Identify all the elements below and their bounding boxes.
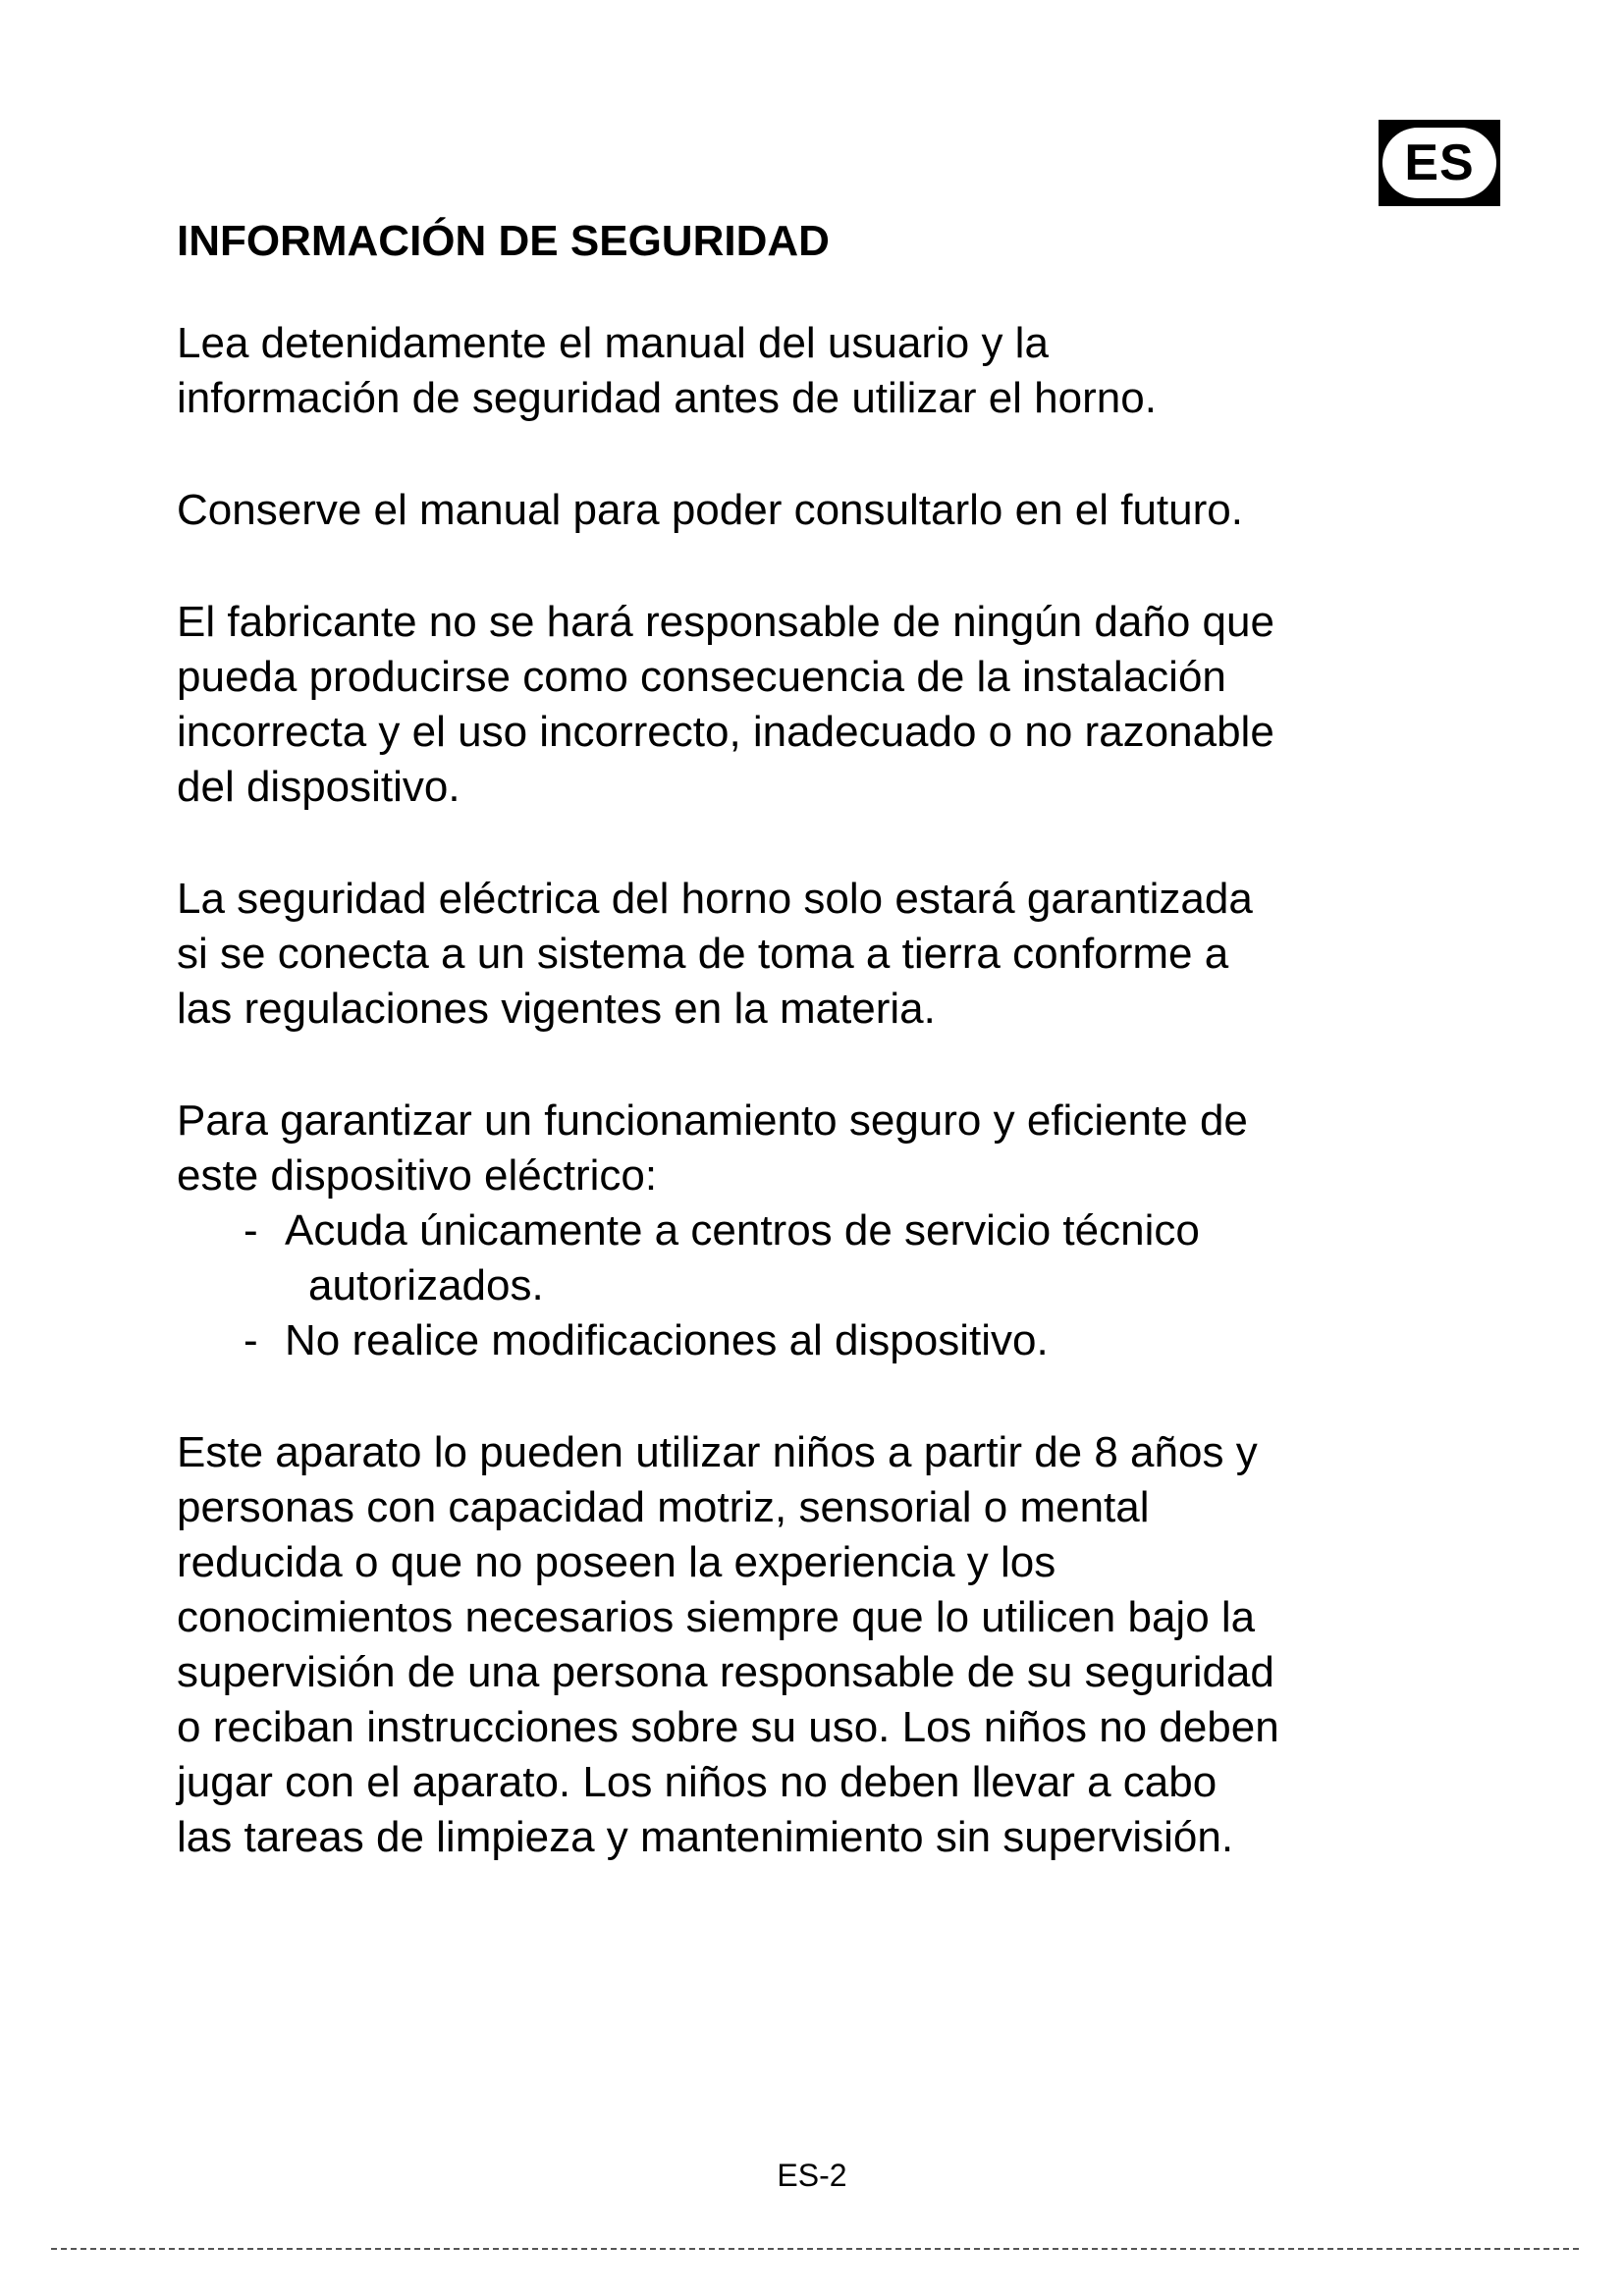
bullet-dash: -	[244, 1206, 258, 1255]
bullet-item	[177, 1203, 1453, 1313]
paragraph-read-manual	[177, 316, 1453, 426]
language-badge	[1379, 120, 1500, 206]
language-badge-label: ES	[1382, 128, 1496, 198]
page-number: ES-2	[777, 2158, 847, 2193]
paragraph-safe-operation	[177, 1094, 1453, 1368]
bullet-dash: -	[244, 1316, 258, 1364]
text-line: las regulaciones vigentes en la materia.	[177, 985, 936, 1033]
text-line: jugar con el aparato. Los niños no deben llevar a cabo	[177, 1758, 1218, 1806]
bullet-text: Acuda únicamente a centros de servicio técnico	[285, 1206, 1200, 1255]
text-line: las tareas de limpieza y mantenimiento sin supervisión.	[177, 1813, 1234, 1861]
bullet-text: No realice modificaciones al dispositivo.	[285, 1316, 1049, 1364]
safe-operation-intro	[177, 1094, 1453, 1203]
text-line: del dispositivo.	[177, 763, 460, 811]
text-line: incorrecta y el uso incorrecto, inadecuado o no razonable	[177, 708, 1274, 756]
text-line: supervisión de una persona responsable de su seguridad	[177, 1648, 1274, 1696]
footer-divider	[51, 2248, 1579, 2250]
text-line: conocimientos necesarios siempre que lo utilicen bajo la	[177, 1593, 1256, 1641]
text-line: Este aparato lo pueden utilizar niños a partir de 8 años y	[177, 1428, 1258, 1476]
text-line: Conserve el manual para poder consultarlo en el futuro.	[177, 486, 1243, 534]
text-line: El fabricante no se hará responsable de ningún daño que	[177, 598, 1274, 646]
text-line: reducida o que no poseen la experiencia y los	[177, 1538, 1056, 1586]
page-title: INFORMACIÓN DE SEGURIDAD	[177, 217, 830, 265]
text-line: Para garantizar un funcionamiento seguro y eficiente de	[177, 1096, 1248, 1145]
text-line: La seguridad eléctrica del horno solo estará garantizada	[177, 875, 1253, 923]
bullet-item	[177, 1313, 1453, 1368]
paragraph-electrical-safety	[177, 872, 1453, 1037]
main-content	[177, 214, 1453, 1922]
bullet-list	[177, 1203, 1453, 1368]
paragraph-children-usage	[177, 1425, 1453, 1865]
text-line: personas con capacidad motriz, sensorial o mental	[177, 1483, 1150, 1531]
paragraph-keep-manual	[177, 483, 1453, 538]
text-line: Lea detenidamente el manual del usuario y la	[177, 319, 1049, 367]
text-line: este dispositivo eléctrico:	[177, 1151, 658, 1200]
text-line: o reciban instrucciones sobre su uso. Los niños no deben	[177, 1703, 1279, 1751]
paragraph-liability	[177, 595, 1453, 815]
text-line: información de seguridad antes de utilizar el horno.	[177, 374, 1157, 422]
text-line: pueda producirse como consecuencia de la instalación	[177, 653, 1226, 701]
bullet-text-continued: autorizados.	[308, 1261, 544, 1309]
text-line: si se conecta a un sistema de toma a tierra conforme a	[177, 930, 1229, 978]
